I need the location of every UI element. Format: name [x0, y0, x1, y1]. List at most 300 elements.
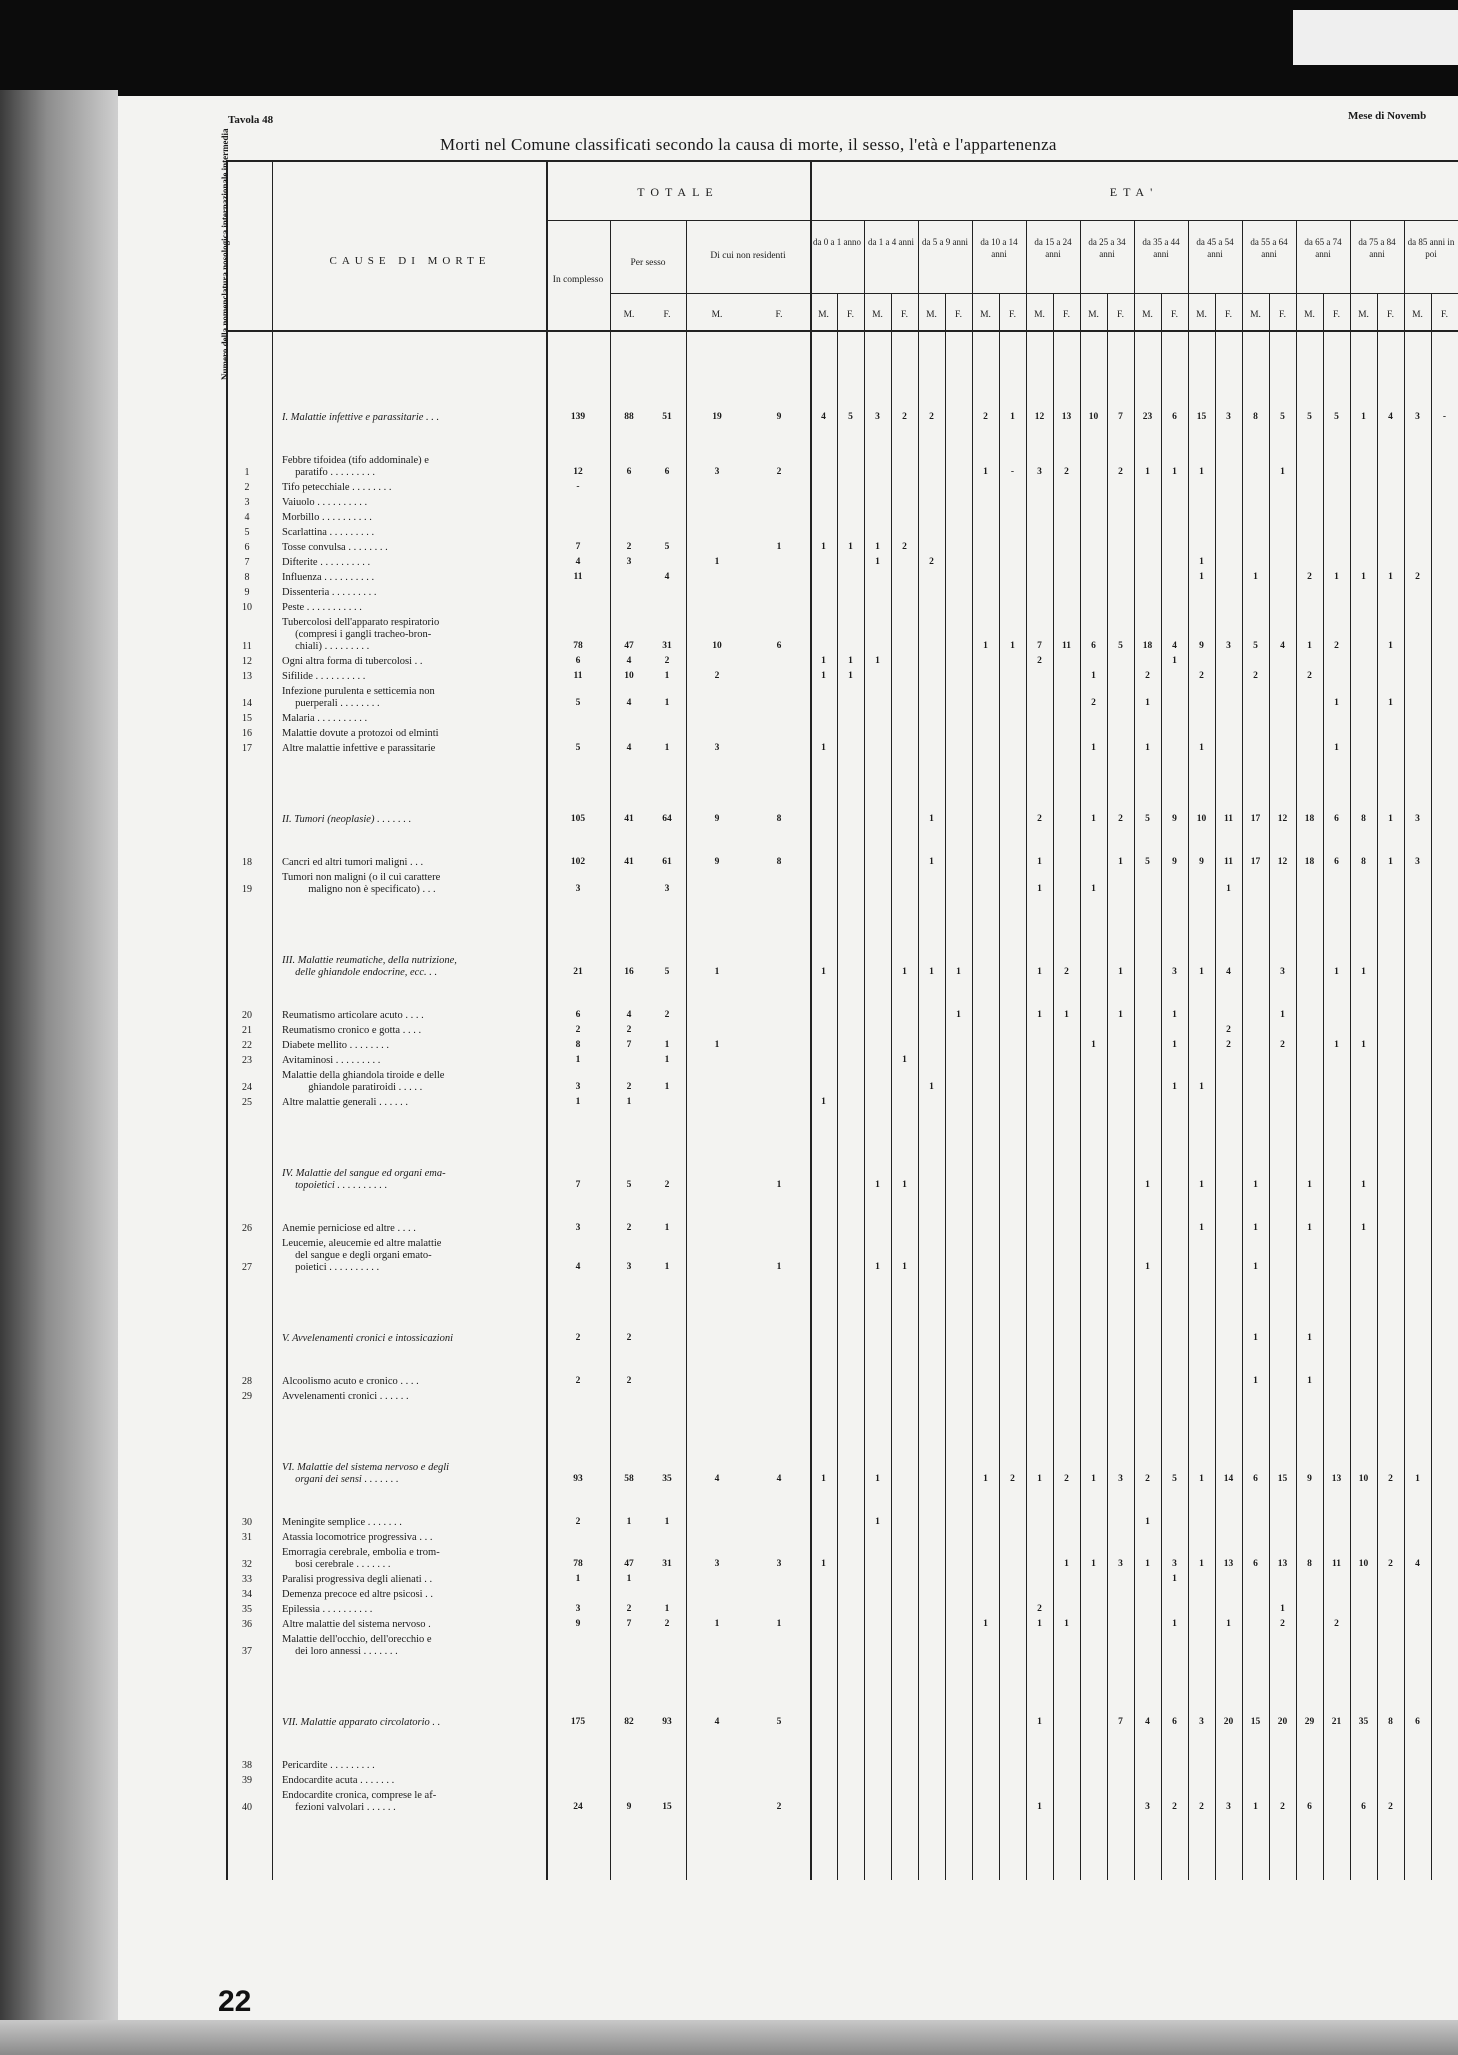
page-title: Morti nel Comune classificati secondo la causa di morte, il sesso, l'età e l'appartenenza	[440, 135, 1057, 154]
total-value: 1	[575, 1574, 581, 1584]
nonres-male-value: 10	[712, 641, 722, 651]
age-value: 1	[1253, 1180, 1258, 1190]
age-value: 1	[1118, 1010, 1123, 1020]
age-value: 6	[1361, 1802, 1366, 1812]
age-value: 5	[1118, 641, 1123, 651]
section-row-label: VII. Malattie apparato circolatorio . .	[282, 1717, 441, 1728]
age-value: 1	[1091, 671, 1096, 681]
age-col-border	[1242, 220, 1243, 1880]
nonres-male-value: 4	[714, 1717, 720, 1727]
nomenclature-number: 25	[242, 1097, 252, 1108]
month-label: Mese di Novemb	[1348, 110, 1427, 122]
age-value: 1	[1388, 698, 1393, 708]
age-value: 9	[1199, 641, 1204, 651]
age-value: 2	[1388, 1559, 1393, 1569]
age-value: 1	[1199, 1082, 1204, 1092]
age-value: 1	[1145, 467, 1150, 477]
age-value: 1	[821, 1559, 826, 1569]
table-row-label: Tubercolosi dell'apparato respiratorio (compresi i gangli tracheo-bron- chiali) . . . . . . . . .	[282, 617, 440, 652]
nomenclature-number: 31	[242, 1532, 252, 1543]
cause-header: CAUSE DI MORTE	[329, 255, 491, 267]
age-group-header: da 55 a 64 anni	[1250, 237, 1288, 259]
scan-top-border	[0, 0, 1458, 100]
table-row-label: Altre malattie generali . . . . . .	[282, 1097, 408, 1108]
age-value: 2	[1253, 671, 1258, 681]
female-value: 5	[664, 542, 670, 552]
age-value: 2	[1388, 1802, 1393, 1812]
age-value: 5	[1307, 412, 1312, 422]
age-value: 10	[1196, 814, 1207, 824]
age-value: 5	[1280, 412, 1285, 422]
age-value: 1	[1172, 656, 1177, 666]
age-value: 2	[1145, 1474, 1150, 1484]
age-value: 1	[1280, 1604, 1285, 1614]
age-value: 8	[1307, 1559, 1312, 1569]
male-value: 82	[624, 1717, 634, 1727]
age-value: 1	[1361, 1040, 1366, 1050]
age-value: 4	[1280, 641, 1285, 651]
age-value: 2	[929, 412, 934, 422]
male-value: 1	[626, 1574, 632, 1584]
age-value: 1	[1253, 1262, 1258, 1272]
age-value: 9	[1172, 814, 1177, 824]
sex-subheader: M.	[818, 310, 829, 320]
scan-corner	[1293, 10, 1458, 65]
table-row-label: Emorragia cerebrale, embolia e trom- bosi cerebrale . . . . . . .	[282, 1547, 440, 1570]
total-value: 7	[575, 542, 581, 552]
age-group-header: da 65 a 74 anni	[1304, 237, 1342, 259]
female-value: 1	[664, 1604, 670, 1614]
age-value: 1	[875, 542, 880, 552]
total-value: 93	[573, 1474, 583, 1484]
nomenclature-number: 15	[242, 713, 252, 724]
nomenclature-number: 20	[242, 1010, 252, 1021]
total-value: 105	[570, 814, 586, 824]
female-value: 31	[662, 641, 672, 651]
age-value: 3	[1145, 1802, 1150, 1812]
age-value: 3	[1226, 641, 1231, 651]
nonres-female-value: 1	[776, 1262, 782, 1272]
nomenclature-number: 1	[244, 467, 250, 478]
sex-subheader: M.	[623, 310, 635, 320]
age-value: 1	[1307, 1223, 1312, 1233]
total-value: 8	[575, 1040, 581, 1050]
age-group-header: da 85 anni in poi	[1407, 237, 1455, 259]
age-value: 2	[1388, 1474, 1393, 1484]
sex-subheader: F.	[1387, 310, 1394, 320]
male-value: 4	[626, 698, 632, 708]
age-value: 1	[1037, 967, 1042, 977]
age-value: 6	[1334, 857, 1339, 867]
nomenclature-number: 39	[242, 1775, 252, 1786]
total-value: 3	[575, 884, 581, 894]
female-value: 61	[662, 857, 672, 867]
total-value: 7	[575, 1180, 581, 1190]
age-value: 1	[1118, 967, 1123, 977]
age-group-header: da 0 a 1 anno	[813, 237, 861, 247]
age-value: 13	[1277, 1559, 1288, 1569]
male-value: 47	[624, 1559, 634, 1569]
in-complesso-header: In complesso	[552, 275, 604, 285]
age-value: 1	[1253, 1802, 1258, 1812]
age-value: 20	[1223, 1717, 1234, 1727]
age-value: 1	[1145, 1262, 1150, 1272]
section-row-label: II. Tumori (neoplasie) . . . . . . .	[282, 814, 412, 825]
nonres-female-value: 8	[776, 814, 782, 824]
age-mf-border	[945, 293, 946, 1880]
table-row-label: Demenza precoce ed altre psicosi . .	[282, 1589, 434, 1600]
age-value: 8	[1361, 857, 1366, 867]
age-value: 1	[875, 1474, 880, 1484]
total-value: 5	[575, 698, 581, 708]
eta-header: ETA'	[1109, 185, 1159, 199]
age-value: 3	[1118, 1559, 1123, 1569]
female-value: 2	[664, 1619, 670, 1629]
nomenclature-number: 30	[242, 1517, 252, 1528]
age-mf-border	[1053, 293, 1054, 1880]
age-mf-border	[999, 293, 1000, 1880]
age-value: 1	[1199, 467, 1204, 477]
nonres-female-value: 6	[776, 641, 782, 651]
age-value: 1	[848, 542, 853, 552]
age-value: 6	[1307, 1802, 1312, 1812]
age-value: 1	[1361, 1180, 1366, 1190]
age-value: 1	[929, 967, 934, 977]
age-value: 1	[1037, 1010, 1042, 1020]
age-value: 1	[875, 1517, 880, 1527]
nomenclature-number: 26	[242, 1223, 252, 1234]
age-value: 4	[1388, 412, 1393, 422]
nomenclature-number: 24	[242, 1082, 252, 1093]
age-value: 1	[1172, 1010, 1177, 1020]
age-value: 1	[821, 542, 826, 552]
female-value: 4	[664, 572, 670, 582]
table-row-label: Febbre tifoidea (tifo addominale) e paratifo . . . . . . . . .	[282, 455, 429, 478]
age-value: 1	[875, 557, 880, 567]
female-value: 35	[662, 1474, 672, 1484]
age-value: 13	[1223, 1559, 1234, 1569]
age-value: 2	[1064, 1474, 1069, 1484]
female-value: 1	[664, 1517, 670, 1527]
age-value: 1	[1361, 967, 1366, 977]
age-value: 1	[983, 641, 988, 651]
male-value: 2	[626, 1223, 632, 1233]
age-mf-border	[1377, 293, 1378, 1880]
male-value: 6	[626, 467, 632, 477]
age-group-header: da 45 a 54 anni	[1196, 237, 1234, 259]
age-value: 1	[929, 857, 934, 867]
total-value: 78	[573, 1559, 583, 1569]
table-row-label: Anemie perniciose ed altre . . . .	[282, 1223, 416, 1234]
age-value: 5	[1172, 1474, 1177, 1484]
total-value: 3	[575, 1223, 581, 1233]
total-value: 2	[575, 1333, 581, 1343]
age-value: 6	[1334, 814, 1339, 824]
nomenclature-number: 21	[242, 1025, 252, 1036]
age-value: 11	[1224, 814, 1233, 824]
nomenclature-number: 17	[242, 743, 252, 754]
age-value: 3	[1226, 412, 1231, 422]
age-group-header: da 1 a 4 anni	[868, 237, 914, 247]
age-value: 3	[1172, 1559, 1177, 1569]
male-value: 7	[626, 1040, 632, 1050]
age-value: 6	[1172, 1717, 1177, 1727]
age-value: 1	[1091, 1040, 1096, 1050]
total-value: 21	[573, 967, 583, 977]
female-value: 51	[662, 412, 672, 422]
age-value: 2	[1037, 1604, 1042, 1614]
sex-subheader: F.	[1333, 310, 1340, 320]
age-value: 1	[1199, 572, 1204, 582]
nomenclature-number: 22	[242, 1040, 252, 1051]
age-value: 4	[1145, 1717, 1150, 1727]
age-value: 1	[1064, 1619, 1069, 1629]
age-value: 1	[1307, 1376, 1312, 1386]
age-value: 20	[1277, 1717, 1288, 1727]
sex-subheader: M.	[1358, 310, 1369, 320]
age-value: 10	[1358, 1474, 1369, 1484]
age-value: 2	[1280, 1040, 1285, 1050]
female-value: 1	[664, 1082, 670, 1092]
table-row-label: Paralisi progressiva degli alienati . .	[282, 1574, 433, 1585]
age-value: 9	[1307, 1474, 1312, 1484]
mf-rule	[610, 293, 1458, 294]
age-value: 10	[1088, 412, 1099, 422]
age-value: 1	[1199, 557, 1204, 567]
age-value: 1	[1145, 743, 1150, 753]
age-value: 2	[1118, 467, 1123, 477]
age-value: 1	[1388, 814, 1393, 824]
book-spine-shadow	[0, 90, 118, 2055]
age-value: 1	[1037, 857, 1042, 867]
table-row-label: Tumori non maligni (o il cui carattere maligno non è specificato) . . .	[282, 872, 441, 895]
age-value: 1	[1145, 698, 1150, 708]
table-row-label: Peste . . . . . . . . . . .	[282, 602, 362, 613]
age-value: 3	[1415, 857, 1420, 867]
age-col-border	[1080, 220, 1081, 1880]
age-value: 1	[821, 1474, 826, 1484]
age-value: 1	[1010, 412, 1015, 422]
sex-subheader: M.	[711, 310, 723, 320]
age-value: 5	[1145, 857, 1150, 867]
nonres-male-value: 3	[714, 1559, 720, 1569]
age-value: 2	[1226, 1025, 1231, 1035]
sex-subheader: F.	[901, 310, 908, 320]
table-row-label: Meningite semplice . . . . . . .	[282, 1517, 402, 1528]
header-bottom-rule	[226, 330, 1458, 332]
female-value: 1	[664, 1040, 670, 1050]
age-value: 21	[1331, 1717, 1342, 1727]
table-row-label: Dissenteria . . . . . . . . .	[282, 587, 377, 598]
left-border	[226, 160, 228, 1880]
sex-subheader: F.	[775, 310, 783, 320]
age-col-border	[864, 220, 865, 1880]
sex-subheader: F.	[1279, 310, 1286, 320]
age-value: 1	[1145, 1180, 1150, 1190]
age-group-header: da 5 a 9 anni	[922, 237, 968, 247]
sex-subheader: M.	[1250, 310, 1261, 320]
table-number: Tavola 48	[228, 114, 274, 126]
table-row-label: Vaiuolo . . . . . . . . . .	[282, 497, 368, 508]
total-value: 9	[575, 1619, 581, 1629]
nomenclature-number: 40	[242, 1802, 252, 1813]
total-value: 12	[573, 467, 583, 477]
table-top-rule	[226, 160, 1458, 162]
age-value: 3	[1226, 1802, 1231, 1812]
total-value: 11	[573, 572, 583, 582]
age-value: 4	[1415, 1559, 1420, 1569]
table-row-label: Difterite . . . . . . . . . .	[282, 557, 371, 568]
table-row-label: Sifilide . . . . . . . . . .	[282, 671, 366, 682]
table-row-label: Infezione purulenta e setticemia non puerperali . . . . . . . .	[282, 686, 435, 709]
age-value: 13	[1331, 1474, 1342, 1484]
nomenclature-number: 6	[244, 542, 250, 553]
age-group-header: da 10 a 14 anni	[980, 237, 1018, 259]
age-value: 1	[1199, 1223, 1204, 1233]
table-row-label: Avitaminosi . . . . . . . . .	[282, 1055, 381, 1066]
male-value: 3	[626, 1262, 632, 1272]
nomenclature-number: 29	[242, 1391, 252, 1402]
age-value: 4	[1172, 641, 1177, 651]
age-value: 1	[1118, 857, 1123, 867]
nomenclature-number: 34	[242, 1589, 252, 1600]
age-value: 1	[821, 1097, 826, 1107]
nonres-male-value: 1	[714, 967, 720, 977]
table-row-label: Endocardite cronica, comprese le af- fezioni valvolari . . . . . .	[282, 1790, 437, 1813]
age-value: 1	[902, 1055, 907, 1065]
age-value: 1	[983, 1619, 988, 1629]
age-value: 18	[1304, 814, 1315, 824]
nomenclature-number: 16	[242, 728, 252, 739]
total-value: 1	[575, 1055, 581, 1065]
age-value: 1	[1172, 1040, 1177, 1050]
age-value: 1	[1091, 1559, 1096, 1569]
age-value: 4	[1226, 967, 1231, 977]
sex-subheader: F.	[1117, 310, 1124, 320]
total-value: 175	[570, 1717, 586, 1727]
age-value: 1	[1388, 641, 1393, 651]
age-mf-border	[837, 293, 838, 1880]
table-row-label: Diabete mellito . . . . . . . .	[282, 1040, 390, 1051]
age-value: 1	[821, 743, 826, 753]
table-row-label: Altre malattie infettive e parassitarie	[282, 743, 436, 754]
female-value: 15	[662, 1802, 672, 1812]
age-col-border	[918, 220, 919, 1880]
age-value: 2	[1037, 814, 1042, 824]
age-value: 1	[1199, 967, 1204, 977]
age-value: 1	[1334, 743, 1339, 753]
nonres-male-value: 19	[712, 412, 722, 422]
age-value: 2	[929, 557, 934, 567]
table-row-label: Reumatismo articolare acuto . . . .	[282, 1010, 424, 1021]
nonres-female-value: 1	[776, 542, 782, 552]
nomenclature-number: 3	[244, 497, 250, 508]
age-mf-border	[1107, 293, 1108, 1880]
sex-subheader: F.	[955, 310, 962, 320]
age-value: 3	[1199, 1717, 1204, 1727]
age-value: 1	[1091, 884, 1096, 894]
age-value: 1	[1091, 743, 1096, 753]
age-value: 12	[1277, 814, 1288, 824]
nonres-male-value: 4	[714, 1474, 720, 1484]
male-value: 2	[626, 1082, 632, 1092]
nonres-male-value: 2	[714, 671, 720, 681]
age-value: 1	[1226, 884, 1231, 894]
per-sesso-header: Per sesso	[630, 258, 666, 268]
male-value: 2	[626, 1376, 632, 1386]
age-value: 1	[1361, 1223, 1366, 1233]
total-value: 6	[575, 656, 581, 666]
age-value: 1	[983, 1474, 988, 1484]
age-value: 2	[1064, 967, 1069, 977]
male-value: 2	[626, 1025, 632, 1035]
nomenclature-number: 37	[242, 1646, 252, 1657]
table-row-label: Scarlattina . . . . . . . . .	[282, 527, 375, 538]
non-residenti-header: Di cui non residenti	[710, 251, 786, 261]
age-value: 11	[1332, 1559, 1341, 1569]
sex-subheader: M.	[1304, 310, 1315, 320]
age-col-border	[1296, 220, 1297, 1880]
age-value: 1	[1091, 1474, 1096, 1484]
total-value: 24	[573, 1802, 583, 1812]
nonres-female-value: 1	[776, 1619, 782, 1629]
table-row-label: Morbillo . . . . . . . . . .	[282, 512, 372, 523]
section-row-label: I. Malattie infettive e parassitarie . . .	[282, 412, 440, 423]
table-row-label: Altre malattie del sistema nervoso .	[282, 1619, 431, 1630]
age-value: 10	[1358, 1559, 1369, 1569]
age-value: 6	[1253, 1474, 1258, 1484]
age-value: 1	[902, 967, 907, 977]
sex-subheader: M.	[1034, 310, 1045, 320]
age-value: 6	[1172, 412, 1177, 422]
age-value: 1	[821, 671, 826, 681]
table-row-label: Leucemie, aleucemie ed altre malattie del sangue e degli organi emato- poietici . . . . . . . . . .	[282, 1238, 442, 1273]
subheader-rule	[546, 220, 1458, 221]
female-value: 1	[664, 1262, 670, 1272]
age-value: 11	[1062, 641, 1071, 651]
table-row-label: Endocardite acuta . . . . . . .	[282, 1775, 395, 1786]
sex-subheader: M.	[1196, 310, 1207, 320]
age-group-header: da 15 a 24 anni	[1034, 237, 1072, 259]
table-row-label: Malattie dell'occhio, dell'orecchio e dei loro annessi . . . . . . .	[282, 1634, 432, 1657]
total-value: 4	[575, 557, 581, 567]
age-value: 7	[1037, 641, 1042, 651]
scan-bottom-border	[0, 2020, 1458, 2055]
male-value: 10	[624, 671, 634, 681]
female-value: 2	[664, 1010, 670, 1020]
female-value: 3	[664, 884, 670, 894]
nomenclature-number: 8	[244, 572, 250, 583]
male-value: 47	[624, 641, 634, 651]
age-value: 1	[1361, 572, 1366, 582]
nonres-female-value: 5	[776, 1717, 782, 1727]
age-value: 1	[1226, 1619, 1231, 1629]
age-value: 1	[1064, 1559, 1069, 1569]
age-value: 1	[1037, 1474, 1042, 1484]
age-value: 1	[1253, 1376, 1258, 1386]
table-row-label: Atassia locomotrice progressiva . . .	[282, 1532, 433, 1543]
nonres-female-value: 8	[776, 857, 782, 867]
age-value: 2	[1118, 814, 1123, 824]
female-value: 64	[662, 814, 672, 824]
nomenclature-number: 38	[242, 1760, 252, 1771]
age-value: 3	[1415, 814, 1420, 824]
nonres-male-value: 9	[714, 857, 720, 867]
female-value: 93	[662, 1717, 672, 1727]
age-value: 1	[1415, 1474, 1420, 1484]
table-row-label: Influenza . . . . . . . . . .	[282, 572, 375, 583]
sex-subheader: M.	[1412, 310, 1423, 320]
